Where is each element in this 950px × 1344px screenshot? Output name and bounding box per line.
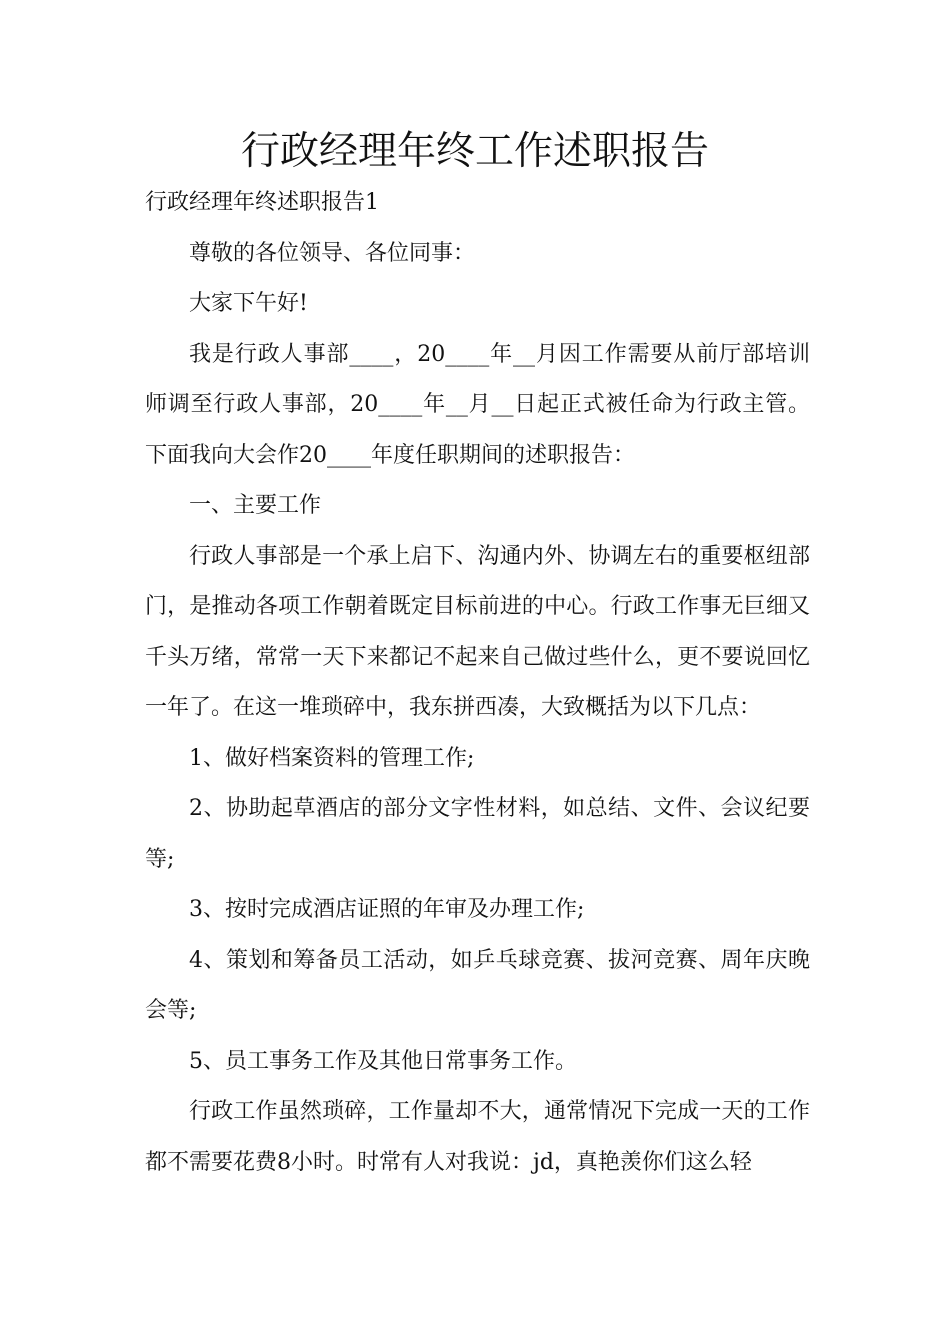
list-item-archives: 1、做好档案资料的管理工作; <box>189 745 475 771</box>
paragraph-introduction: 我是行政人事部____，20____年__月因工作需要从前厅部培训师调至行政人事部，20____年__月__日起正式被任命为行政主管。下面我向大会作20____年度任职期间的述职报告： <box>145 341 810 468</box>
list-item-staff-affairs: 5、员工事务工作及其他日常事务工作。 <box>189 1048 577 1074</box>
document-body <box>145 178 810 1188</box>
paragraph-workload: 行政工作虽然琐碎，工作量却不大，通常情况下完成一天的工作都不需要花费8小时。时常有人对我说：jd，真艳羡你们这么轻 <box>145 1099 810 1175</box>
paragraph-section-heading: 行政经理年终述职报告1 <box>145 190 379 215</box>
paragraph-salutation: 尊敬的各位领导、各位同事： <box>189 240 476 266</box>
paragraph-main-work-heading: 一、主要工作 <box>189 493 322 518</box>
document-title: 行政经理年终工作述职报告 <box>240 129 709 174</box>
paragraph-greeting: 大家下午好! <box>189 291 308 316</box>
list-item-drafting: 2、协助起草酒店的部分文字性材料，如总结、文件、会议纪要等; <box>145 796 810 872</box>
paragraph-department-role: 行政人事部是一个承上启下、沟通内外、协调左右的重要枢纽部门，是推动各项工作朝着既定目标前进的中心。行政工作事无巨细又千头万绪，常常一天下来都记不起来自己做过些什么，更不要说回忆一年了。在这一堆琐碎中，我东拼西凑，大致概括为以下几点： <box>145 543 810 720</box>
list-item-licenses: 3、按时完成酒店证照的年审及办理工作; <box>189 897 585 922</box>
list-item-staff-activities: 4、策划和筹备员工活动，如乒乓球竞赛、拔河竞赛、周年庆晚会等; <box>145 947 810 1023</box>
